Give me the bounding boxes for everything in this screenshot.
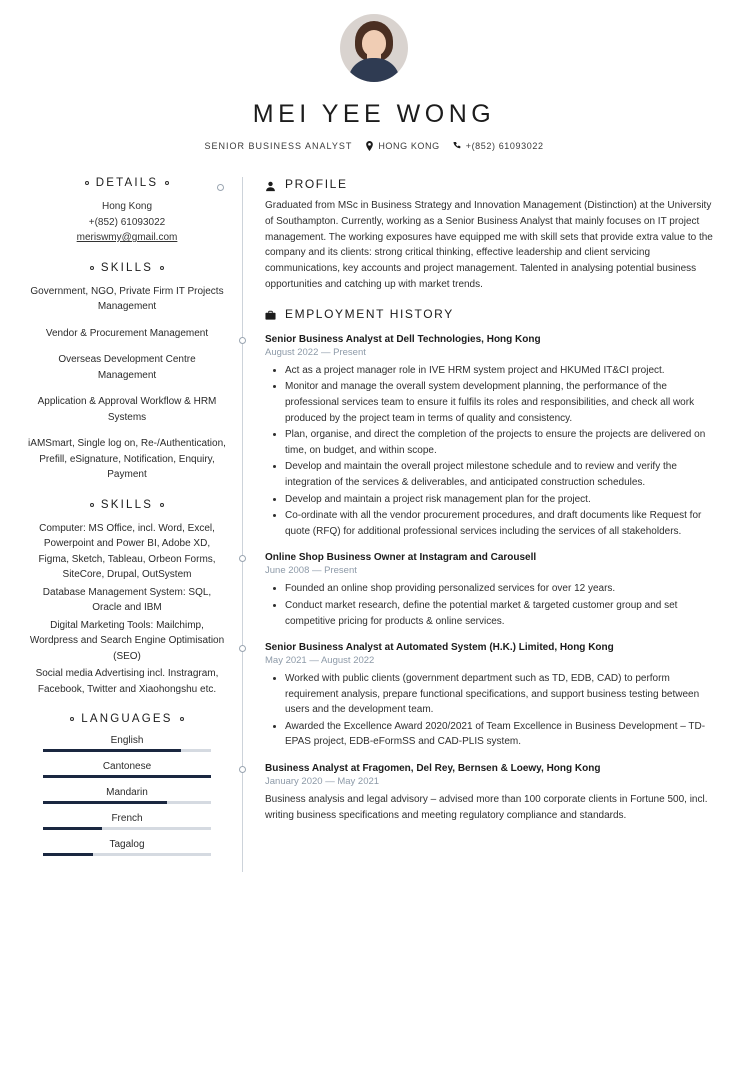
language-name: Tagalog (109, 839, 145, 850)
page-title: MEI YEE WONG (252, 100, 496, 128)
details-heading-text: DETAILS (95, 177, 159, 189)
bullet-dot-icon (160, 503, 164, 507)
bullet-dot-icon (85, 181, 89, 185)
avatar-body (348, 58, 400, 82)
job-bullet: • Plan, organise, and direct the completion of the projects to ensure the projects are delivered on time, on budget, and within scope. (285, 427, 720, 458)
job-title: Senior Business Analyst at Automated System (H.K.) Limited, Hong Kong (265, 642, 614, 654)
timeline-marker (239, 555, 246, 562)
job-entry (265, 334, 720, 540)
skill-item: Vendor & Procurement Management (45, 327, 209, 339)
employment-heading-text: EMPLOYMENT HISTORY (285, 306, 454, 321)
skills-section-2 (28, 499, 226, 698)
language-row (28, 735, 226, 752)
details-section (28, 177, 226, 246)
skill-item: Social media Advertising incl. Instragram, Facebook, Twitter and Xiaohongshu etc. (35, 668, 219, 695)
language-row (28, 761, 226, 778)
profile-block (265, 198, 720, 293)
language-name: French (111, 813, 143, 824)
header-role: SENIOR BUSINESS ANALYST (204, 141, 353, 151)
job-date: May 2021 — August 2022 (265, 655, 375, 667)
profile-heading-text: PROFILE (285, 177, 348, 191)
detail-phone: +(852) 61093022 (88, 216, 166, 228)
header-phone-text: +(852) 61093022 (465, 141, 544, 151)
language-level-bar (43, 827, 211, 830)
job-bullet: • Develop and maintain a project risk management plan for the project. (285, 492, 720, 508)
bullet-dot-icon (70, 717, 74, 721)
profile-heading (265, 177, 720, 191)
bullet-dot-icon (90, 503, 94, 507)
briefcase-icon (265, 308, 276, 319)
phone-icon (453, 141, 462, 151)
job-bullet: • Awarded the Excellence Award 2020/2021 of Team Excellence in Business Development – TD-EPAS project, EDB-eFormSS and CAD-PLIS system. (285, 719, 720, 750)
job-entry (265, 642, 720, 750)
job-entry (265, 552, 720, 629)
job-bullet: • Founded an online shop providing personalized services for over 12 years. (285, 581, 720, 597)
bullet-dot-icon (90, 266, 94, 270)
header-location (365, 141, 439, 151)
languages-section (28, 713, 226, 856)
language-level-bar (43, 853, 211, 856)
skill-item: Government, NGO, Private Firm IT Projects Management (30, 285, 224, 312)
skill-item: Computer: MS Office, incl. Word, Excel, Powerpoint and Power BI, Adobe XD, Figma, Sketch, Tableau, Orbeon Forms, SiteCore, Drupal, OutSystem (38, 522, 216, 580)
languages-heading (28, 713, 226, 725)
timeline-marker (239, 645, 246, 652)
language-row (28, 787, 226, 804)
job-date: January 2020 — May 2021 (265, 776, 380, 788)
details-heading (28, 177, 226, 189)
job-title: Business Analyst at Fragomen, Del Rey, Bernsen & Loewy, Hong Kong (265, 763, 601, 775)
timeline-marker (217, 184, 224, 191)
header-location-text: HONG KONG (378, 141, 440, 151)
skills-heading-2 (28, 499, 226, 511)
header-contact-line (28, 141, 720, 151)
job-bullet: • Worked with public clients (government department such as TD, EDB, CAD) to perform requirement analysis, prepare functional specifications, and support business testing between users and the development team. (285, 671, 720, 718)
main-column (242, 177, 720, 872)
job-bullet: • Co-ordinate with all the vendor procurement procedures, and draft documents like Request for quote (RFQ) for additional professional services including the services of all stakeholders. (285, 508, 720, 539)
skills-heading-2-text: SKILLS (100, 498, 154, 511)
skill-item: Digital Marketing Tools: Mailchimp, Wordpress and Search Engine Optimisation (SEO) (29, 619, 225, 662)
job-title: Senior Business Analyst at Dell Technologies, Hong Kong (265, 333, 541, 345)
avatar (340, 14, 408, 82)
skill-item: iAMSmart, Single log on, Re-/Authentication, Prefill, eSignature, Notification, Enquiry, Payment (28, 438, 226, 480)
job-title: Online Shop Business Owner at Instagram and Carousell (265, 552, 537, 564)
header-phone (453, 141, 544, 151)
job-date: June 2008 — Present (265, 565, 357, 577)
skills-heading-1-text: SKILLS (100, 261, 154, 274)
language-name: Mandarin (106, 787, 148, 798)
resume-header (28, 14, 720, 151)
map-pin-icon (365, 141, 374, 151)
job-entry (265, 763, 720, 824)
skills-heading-1 (28, 262, 226, 274)
job-bullets (265, 671, 720, 750)
skill-item: Overseas Development Centre Management (58, 354, 196, 381)
detail-city: Hong Kong (101, 201, 153, 212)
timeline-marker (239, 337, 246, 344)
job-bullet: • Monitor and manage the overall system development planning, the performance of the professional services team to ensure it fulfils its roles and responsibilities, and check all work produced by the project team in terms of quality and consistency. (285, 379, 720, 426)
detail-email[interactable] (28, 230, 226, 246)
language-name: Cantonese (102, 761, 152, 772)
job-bullet: • Act as a project manager role in IVE HRM system project and HKUMed IT&CI project. (285, 363, 720, 379)
job-bullets (265, 363, 720, 540)
bullet-dot-icon (160, 266, 164, 270)
email-link[interactable]: meriswmy@gmail.com (76, 232, 178, 243)
bullet-dot-icon (180, 717, 184, 721)
language-row (28, 839, 226, 856)
job-bullet: • Conduct market research, define the potential market & targeted customer group and set competitive pricing for products & online services. (285, 598, 720, 629)
skills-section-1 (28, 262, 226, 483)
languages-heading-text: LANGUAGES (81, 713, 173, 725)
job-note: Business analysis and legal advisory – advised more than 100 corporate clients in Fortune 500, incl. writing business specifications and meeting regulatory compliance and standards. (265, 794, 708, 821)
skill-item: Database Management System: SQL, Oracle and IBM (42, 586, 212, 613)
job-date: August 2022 — Present (265, 346, 366, 358)
timeline-marker (239, 766, 246, 773)
skill-item: Application & Approval Workflow & HRM Systems (37, 396, 217, 423)
employment-heading (265, 307, 720, 321)
sidebar (28, 177, 242, 872)
profile-text: Graduated from MSc in Business Strategy and Innovation Management (Distinction) at the University of Southampton. Currently, working as a Senior Business Analyst that mainly focuses on IT project management. The working exposures have equipped me with skill sets that provide extra value to the company and its clients: strong critical thinking, effective leadership and client servicing communications, key accounts and project management. Talented in analysing potential business opportunities and catching up with market trends. (265, 200, 713, 290)
language-level-bar (43, 801, 211, 804)
language-level-bar (43, 749, 211, 752)
bullet-dot-icon (165, 181, 169, 185)
job-bullet: • Develop and maintain the overall project milestone schedule and to review and verify the integration of the services & deliverables, and anticipated construction schedules. (285, 459, 720, 490)
resume-body (28, 177, 720, 872)
language-row (28, 813, 226, 830)
language-name: English (110, 735, 144, 746)
person-icon (265, 179, 276, 190)
language-level-bar (43, 775, 211, 778)
job-bullets (265, 581, 720, 629)
